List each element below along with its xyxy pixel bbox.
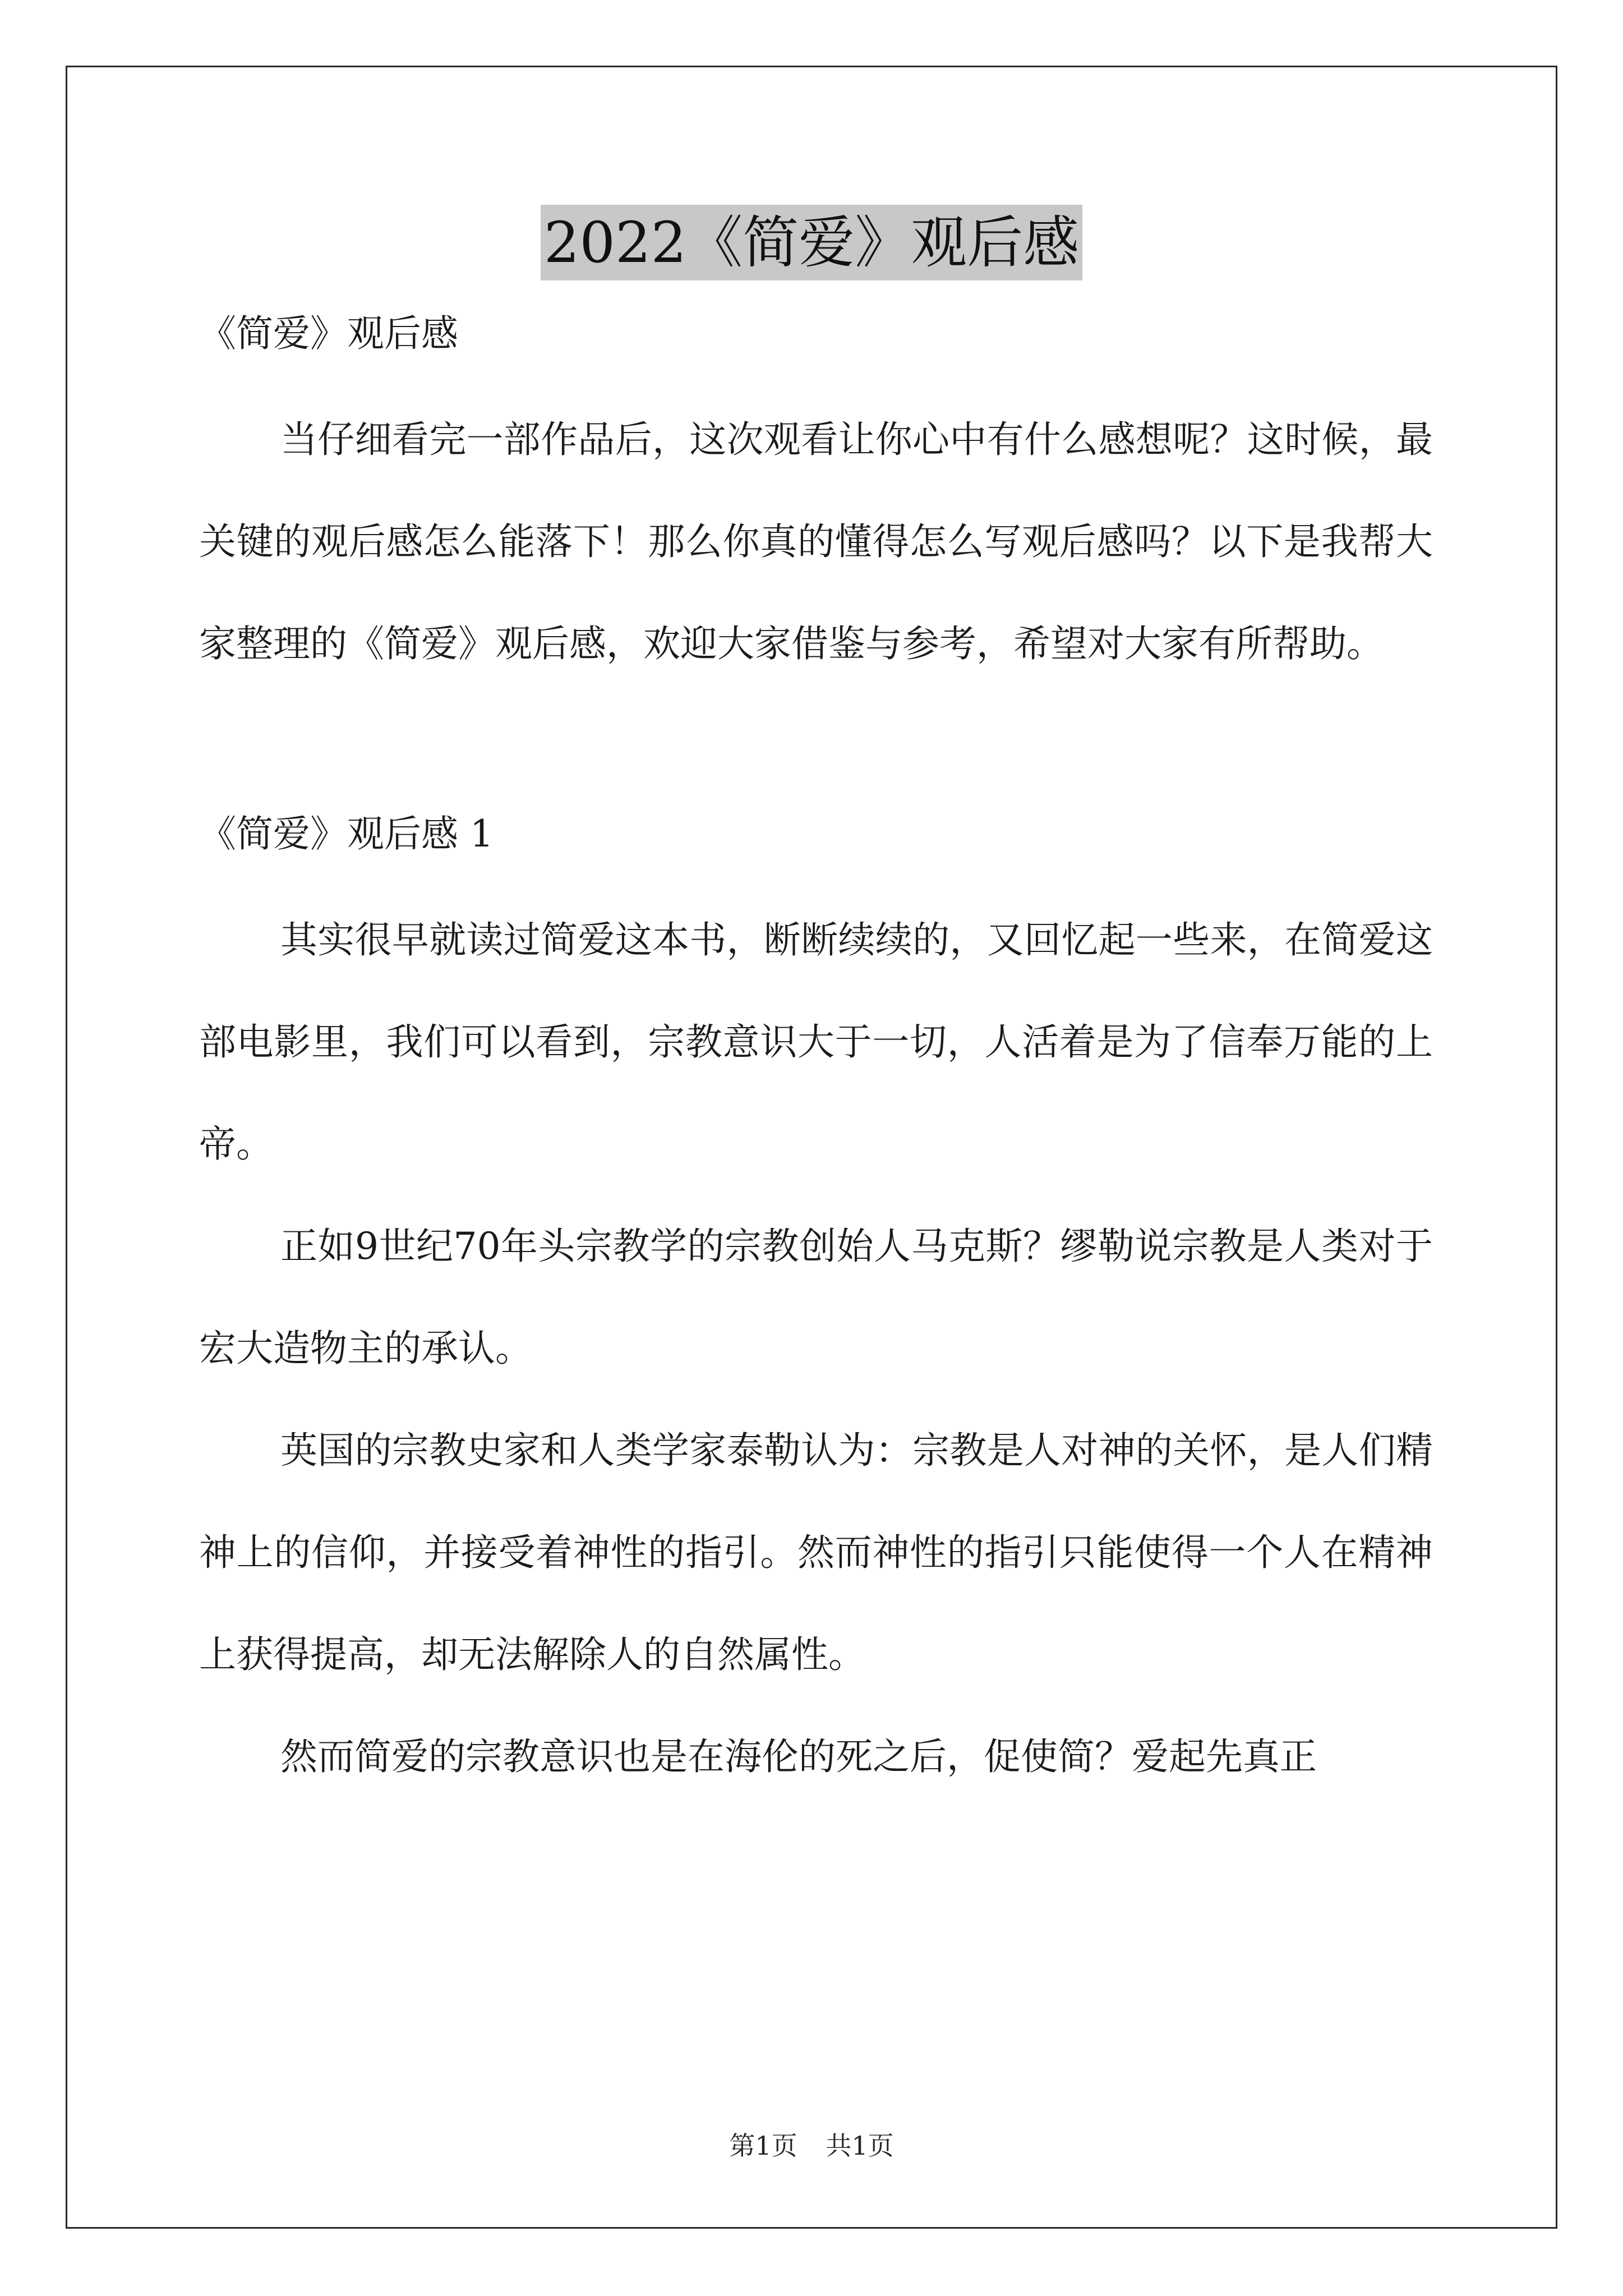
page-footer xyxy=(0,2129,1623,2162)
body-paragraph-2: 正如9世纪70年头宗教学的宗教创始人马克斯？缪勒说宗教是人类对于宏大造物主的承认。 xyxy=(199,1225,1433,1370)
body-paragraph-3: 英国的宗教史家和人类学家泰勒认为：宗教是人对神的关怀，是人们精神上的信仰，并接受着神性的指引。然而神性的指引只能使得一个人在精神上获得提高，却无法解除人的自然属性。 xyxy=(199,1429,1433,1676)
body-paragraph-1: 其实很早就读过简爱这本书，断断续续的，又回忆起一些来，在简爱这部电影里，我们可以看到，宗教意识大于一切，人活着是为了信奉万能的上帝。 xyxy=(199,918,1433,1166)
title-wrap xyxy=(0,205,1623,280)
section-spacer xyxy=(199,695,1433,806)
document-title: 2022《简爱》观后感 xyxy=(541,205,1083,280)
page-total: 共1页 xyxy=(826,2131,894,2161)
document-body xyxy=(199,306,1433,1808)
section-heading: 《简爱》观后感 1 xyxy=(199,812,494,855)
intro-paragraph: 当仔细看完一部作品后，这次观看让你心中有什么感想呢？这时候，最关键的观后感怎么能落下！那么你真的懂得怎么写观后感吗？以下是我帮大家整理的《简爱》观后感，欢迎大家借鉴与参考，希望对大家有所帮助。 xyxy=(199,418,1433,665)
intro-heading: 《简爱》观后感 xyxy=(199,312,458,355)
body-paragraph-4: 然而简爱的宗教意识也是在海伦的死之后，促使简？爱起先真正 xyxy=(280,1735,1317,1778)
page-number: 第1页 xyxy=(729,2131,797,2161)
